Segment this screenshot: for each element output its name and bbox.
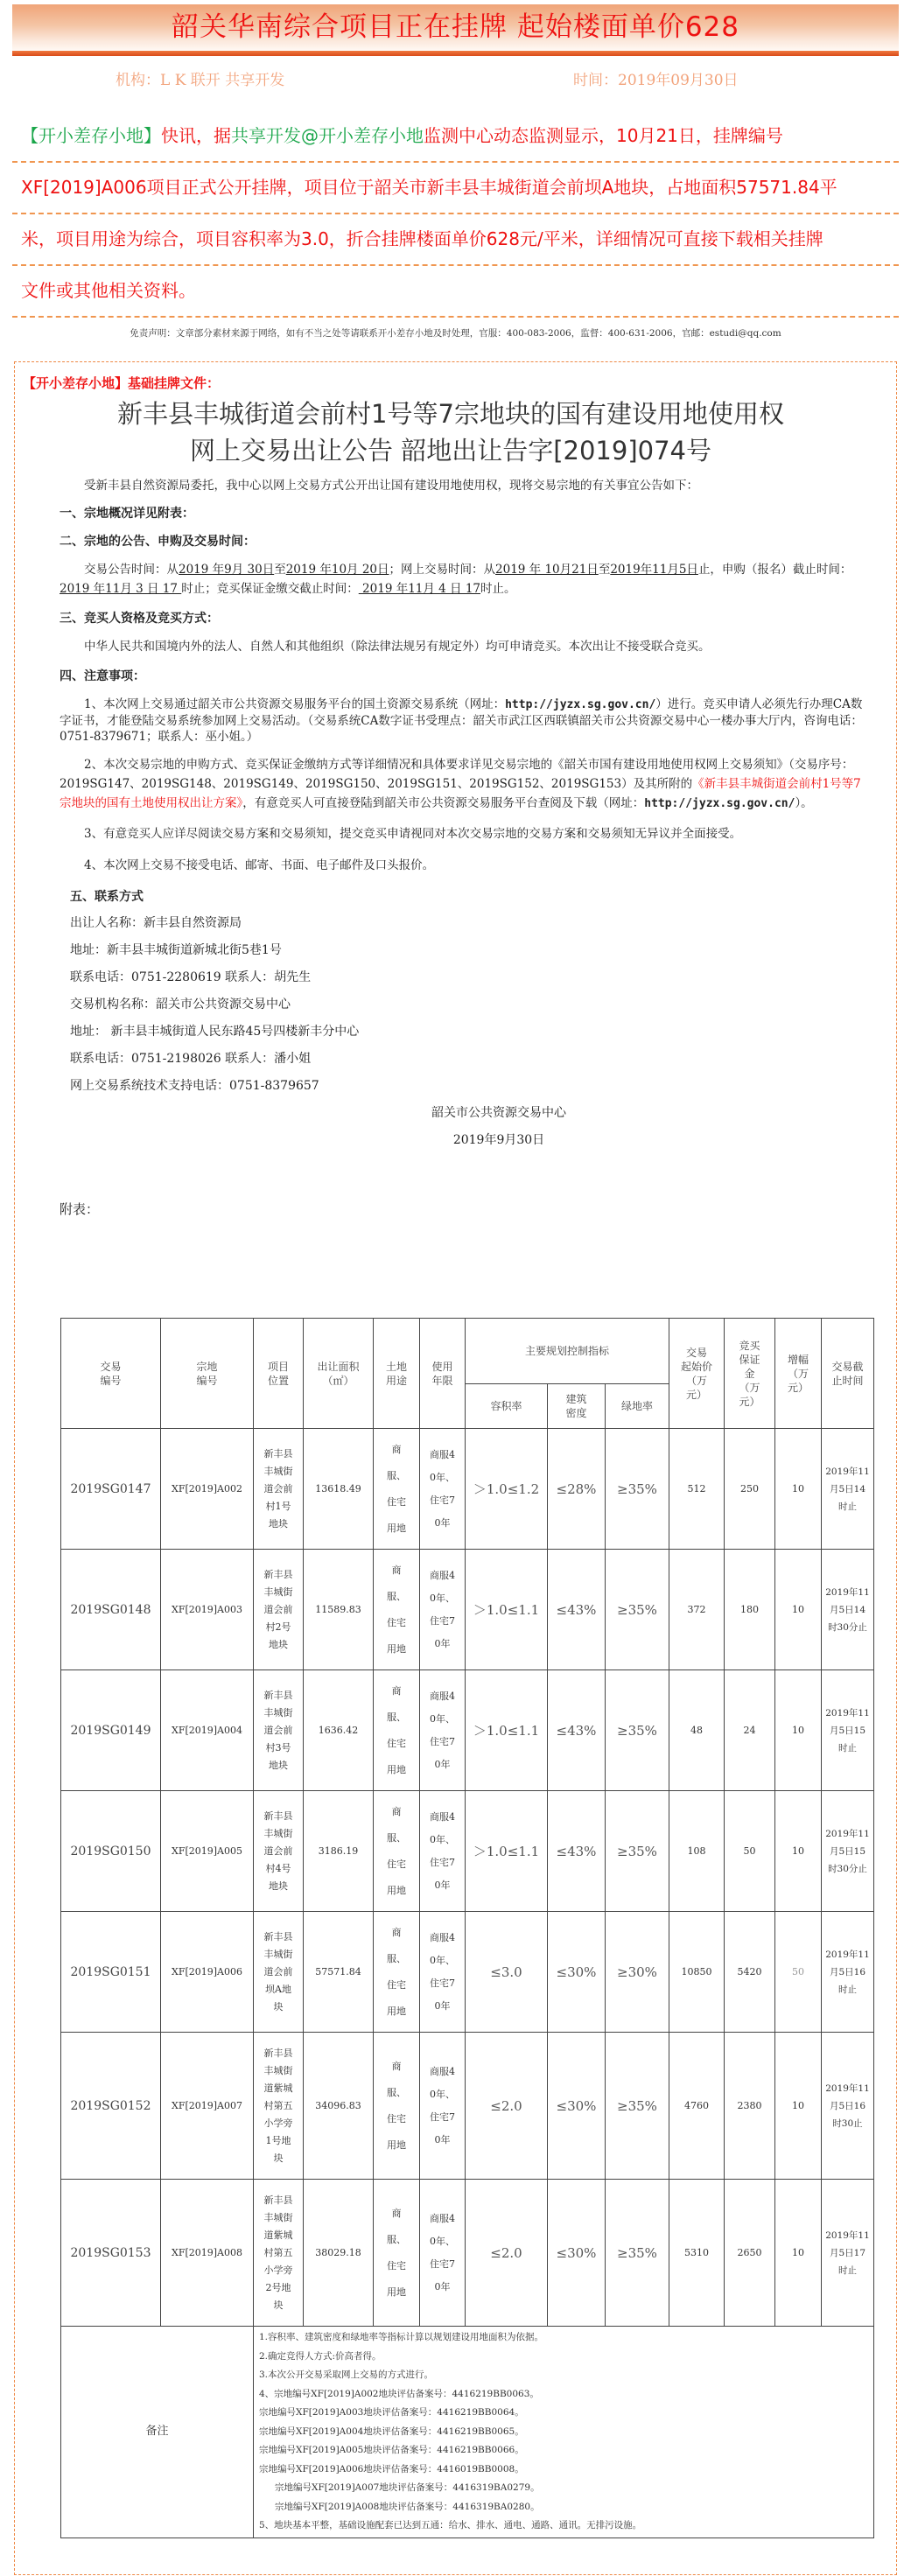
cell-green: ≥35% [606,1550,669,1670]
cell-trade-no: 2019SG0148 [61,1550,161,1670]
flash-line: XF[2019]A006项目正式公开挂牌，项目位于韶关市新丰县丰城街道会前坝A地块，占地面积57571.84平 [12,163,899,214]
date: 2019 年 10月21日 [495,563,599,577]
header-label: 交易 编号 [100,1360,122,1387]
intro-paragraph: 受新丰县自然资源局委托，我中心以网上交易方式公开出让国有建设用地使用权，现将交易宗地的有关事宜公告如下： [84,479,698,493]
cell-increment: 10 [775,1791,822,1912]
header-label: 增幅 （万 元） [787,1353,809,1394]
cell-location: 新丰县丰城街道会前村3号地块 [254,1670,304,1791]
publish-time: 时间：2019年09月30日 [573,72,739,89]
cell-density: ≤28% [548,1429,606,1550]
header-label: 容积率 [490,1400,522,1412]
table-row [61,2180,874,2327]
header-increment [775,1319,822,1429]
cell-increment: 10 [775,2033,822,2180]
header-label: 使用 年限 [431,1360,453,1387]
cell-use: 商服、住宅用地 [374,1550,420,1670]
note-paragraph [35,696,866,745]
header-density [548,1384,606,1429]
plan-document-link[interactable]: 《新丰县丰城街道会前村1号等7宗地块的国有土地使用权出让方案》 [60,777,861,810]
text: 至 [598,563,611,577]
cell-increment: 10 [775,1550,822,1670]
cell-use: 商服、住宅用地 [374,1791,420,1912]
header-label: 出让面积 （㎡） [317,1360,360,1387]
note-line: 宗地编号XF[2019]A004地块评估备案号：4416219BB0065。 [259,2426,524,2437]
section-heading: 四、注意事项： [60,669,145,683]
notes-label: 备注 [61,2327,254,2538]
cell-term: 商服40年、住宅70年 [420,1791,466,1912]
cell-deposit: 250 [725,1429,775,1550]
flash-source-link[interactable]: 共享开发@开小差存小地 [231,125,424,146]
cell-far: ＞1.0≤1.2 [466,1429,548,1550]
text: 交易公告时间：从 [84,563,179,577]
announcement-document [35,394,866,1219]
note-line: 宗地编号XF[2019]A005地块评估备案号：4416219BB0066。 [259,2445,524,2455]
cell-term: 商服40年、住宅70年 [420,2033,466,2180]
cell-deposit: 2650 [725,2180,775,2327]
cell-start-price: 512 [669,1429,725,1550]
cell-parcel-no: XF[2019]A002 [161,1429,254,1550]
note-paragraph: 4、本次网上交易不接受电话、邮寄、书面、电子邮件及口头报价。 [84,858,435,872]
cell-start-price: 372 [669,1550,725,1670]
header-green [606,1384,669,1429]
table-row [61,1912,874,2033]
cell-deposit: 180 [725,1550,775,1670]
cell-green: ≥35% [606,2033,669,2180]
text: 时止。 [480,582,516,596]
cell-deadline: 2019年11月5日15时30分止 [822,1791,874,1912]
table-row [61,1429,874,1550]
cell-parcel-no: XF[2019]A006 [161,1912,254,2033]
cell-deadline: 2019年11月5日14时止 [822,1429,874,1550]
note-paragraph [35,755,866,814]
cell-location: 新丰县丰城街道紫城村第五小学旁1号地块 [254,2033,304,2180]
table-row [61,2033,874,2180]
cell-parcel-no: XF[2019]A007 [161,2033,254,2180]
cell-use: 商服、住宅用地 [374,2033,420,2180]
cell-area: 34096.83 [304,2033,374,2180]
header-far [466,1384,548,1429]
table-row [61,1550,874,1670]
contact-line: 交易机构名称：韶关市公共资源交易中心 [70,998,291,1012]
note-line: 宗地编号XF[2019]A008地块评估备案号：4416319BA0280。 [275,2501,540,2512]
header-label: 交易截 止时间 [831,1360,864,1387]
header-banner [12,4,899,50]
header-deposit [725,1319,775,1429]
header-trade-no [61,1319,161,1429]
cell-use: 商服、住宅用地 [374,2180,420,2327]
header-parcel-no [161,1319,254,1429]
notes-row [61,2327,874,2538]
contact-line: 联系电话：0751-2280619 联系人：胡先生 [70,970,312,984]
header-start-price [669,1319,725,1429]
header-divider [12,51,899,56]
contact-line: 网上交易系统技术支持电话：0751-8379657 [70,1079,319,1093]
cell-start-price: 4760 [669,2033,725,2180]
header-deadline [822,1319,874,1429]
date: 2019 年10月 20日 [285,563,389,577]
cell-term: 商服40年、住宅70年 [420,1429,466,1550]
cell-density: ≤43% [548,1791,606,1912]
parcel-table [60,1318,874,2538]
cell-area: 13618.49 [304,1429,374,1550]
date: 2019 年11月 4 日 17 [358,582,481,596]
cell-deposit: 2380 [725,2033,775,2180]
text: 止，申购（报名）截止时间： [697,563,852,577]
text: 时止；竞买保证金缴交截止时间： [181,582,359,596]
notes-content [254,2327,874,2538]
cell-density: ≤30% [548,1912,606,2033]
cell-far: ≤2.0 [466,2180,548,2327]
cell-trade-no: 2019SG0149 [61,1670,161,1791]
document-title [35,396,866,469]
flash-text: 监测中心动态监测显示，10月21日，挂牌编号 [424,125,783,146]
note-line: 宗地编号XF[2019]A003地块评估备案号：4416219BB0064。 [259,2407,524,2418]
cell-location: 新丰县丰城街道会前村2号地块 [254,1550,304,1670]
cell-green: ≥35% [606,1791,669,1912]
cell-density: ≤43% [548,1670,606,1791]
cell-far: ≤3.0 [466,1912,548,2033]
cell-increment: 50 [775,1912,822,2033]
cell-increment: 10 [775,2180,822,2327]
meta-row [0,67,911,88]
text: 2、本次交易宗地的申购方式、竞买保证金缴纳方式等详细情况和具体要求详见交易宗地的《韶关市国有建设用地使用权网上交易须知》（交易序号：2019SG147、2019SG148、2019SG149、2019SG150、2019SG151、2019SG152、2019SG153）及其所附的 [60,758,854,791]
header-label: 宗地 编号 [196,1360,218,1387]
document-title-line: 新丰县丰城街道会前村1号等7宗地块的国有建设用地使用权 [117,399,784,429]
contact-line: 出让人名称：新丰县自然资源局 [70,916,242,930]
cell-area: 38029.18 [304,2180,374,2327]
text: 1、本次网上交易通过韶关市公共资源交易服务平台的国土资源交易系统（网址： [84,697,506,711]
date: 2019 年11月 3 日 17 [60,582,182,596]
cell-deadline: 2019年11月5日16时止 [822,1912,874,2033]
date: 2019年11月5日 [610,563,698,577]
header-label: 竞买 保证 金 （万 元） [739,1339,760,1408]
header-label: 项目 位置 [267,1360,289,1387]
cell-parcel-no: XF[2019]A008 [161,2180,254,2327]
header-label: 土地 用途 [385,1360,407,1387]
contact-line: 地址： 新丰县丰城街道人民东路45号四楼新丰分中心 [70,1025,360,1039]
section-heading: 二、宗地的公告、申购及交易时间： [60,535,256,549]
cell-parcel-no: XF[2019]A003 [161,1550,254,1670]
cell-increment: 10 [775,1429,822,1550]
cell-green: ≥35% [606,2180,669,2327]
cell-deposit: 50 [725,1791,775,1912]
text: ）进行。竞买申请人必须先行办理CA数字证书，才能登陆交易系统参加网上交易活动。（交易系统CA数字证书受理点：韶关市武江区西联镇韶关市公共资源交易中心一楼办事大厅内，咨询电话：0751-8379671；联系人：巫小姐。） [60,697,863,744]
cell-deadline: 2019年11月5日14时30分止 [822,1550,874,1670]
cell-location: 新丰县丰城街道会前坝A地块 [254,1912,304,2033]
text: ；网上交易时间：从 [389,563,496,577]
cell-use: 商服、住宅用地 [374,1912,420,2033]
cell-term: 商服40年、住宅70年 [420,2180,466,2327]
page-title: 韶关华南综合项目正在挂牌 起始楼面单价628 [171,11,740,43]
flash-text: 快讯，据 [161,125,231,146]
header-label: 主要规划控制指标 [524,1345,609,1357]
cell-density: ≤30% [548,2033,606,2180]
cell-deadline: 2019年11月5日16时30止 [822,2033,874,2180]
cell-start-price: 5310 [669,2180,725,2327]
note-line: 宗地编号XF[2019]A006地块评估备案号：4416019BB0008。 [259,2463,524,2474]
flash-line [12,111,899,163]
cell-use: 商服、住宅用地 [374,1429,420,1550]
cell-far: ＞1.0≤1.1 [466,1550,548,1670]
text: ，有意竞买人可直接登陆到韶关市公共资源交易服务平台查阅及下载（网址： [242,796,645,810]
cell-deadline: 2019年11月5日15时止 [822,1670,874,1791]
signature-org: 韶关市公共资源交易中心 [431,1106,566,1120]
note-line: 5、地块基本平整，基础设施配套已达到五通：给水、排水、通电、通路、通讯。无排污设施。 [259,2520,642,2530]
appendix-label: 附表： [60,1201,100,1217]
table-row [61,1791,874,1912]
cell-trade-no: 2019SG0151 [61,1912,161,2033]
cell-area: 1636.42 [304,1670,374,1791]
page-edge [898,1308,911,2551]
table-row [61,1670,874,1791]
cell-density: ≤30% [548,2180,606,2327]
cell-trade-no: 2019SG0152 [61,2033,161,2180]
header-indicators [466,1319,669,1384]
section-heading: 一、宗地概况详见附表： [60,507,194,521]
contact-line: 地址：新丰县丰城街道新城北街5巷1号 [70,943,282,957]
flash-tag: 【开小差存小地】 [21,125,161,146]
qualification-paragraph: 中华人民共和国境内外的法人、自然人和其他组织（除法律法规另有规定外）均可申请竞买。本次出让不接受联合竞买。 [84,640,711,654]
section-heading: 三、竞买人资格及竞买方式： [60,612,219,626]
cell-location: 新丰县丰城街道紫城村第五小学旁2号地块 [254,2180,304,2327]
cell-term: 商服40年、住宅70年 [420,1670,466,1791]
cell-use: 商服、住宅用地 [374,1670,420,1791]
table-header-row [61,1319,874,1384]
cell-area: 57571.84 [304,1912,374,2033]
cell-deposit: 24 [725,1670,775,1791]
cell-density: ≤43% [548,1550,606,1670]
cell-start-price: 10850 [669,1912,725,2033]
date: 2019 年9月 30日 [179,563,275,577]
cell-start-price: 108 [669,1791,725,1912]
cell-trade-no: 2019SG0150 [61,1791,161,1912]
contact-line: 联系电话：0751-2198026 联系人：潘小姐 [70,1052,312,1066]
header-location [254,1319,304,1429]
cell-parcel-no: XF[2019]A005 [161,1791,254,1912]
cell-increment: 10 [775,1670,822,1791]
cell-location: 新丰县丰城街道会前村1号地块 [254,1429,304,1550]
header-area [304,1319,374,1429]
cell-location: 新丰县丰城街道会前村4号地块 [254,1791,304,1912]
cell-deadline: 2019年11月5日17时止 [822,2180,874,2327]
disclaimer: 免责声明：文章部分素材来源于网络，如有不当之处等请联系开小差存小地及时处理，官服：400-083-2006，监督：400-631-2006，官邮：estudi@qq.com [130,328,781,339]
text: ）。 [795,796,813,810]
cell-parcel-no: XF[2019]A004 [161,1670,254,1791]
org-label: 机构：L K 联开 共享开发 [116,72,285,89]
flash-line: 米，项目用途为综合，项目容积率为3.0，折合挂牌楼面单价628元/平米，详细情况可直接下载相关挂牌 [12,214,899,266]
flash-line: 文件或其他相关资料。 [12,266,899,318]
note-line: 1.容积率、建筑密度和绿地率等指标计算以规划建设用地面积为依据。 [259,2332,544,2342]
signature-date: 2019年9月30日 [452,1133,545,1147]
header-use [374,1319,420,1429]
cell-far: ＞1.0≤1.1 [466,1670,548,1791]
cell-area: 3186.19 [304,1791,374,1912]
section-heading: 五、联系方式 [70,890,144,904]
cell-green: ≥30% [606,1912,669,2033]
note-line: 宗地编号XF[2019]A007地块评估备案号：4416319BA0279。 [275,2482,540,2493]
website-link[interactable]: http://jyzx.sg.gov.cn/ [644,797,795,810]
cell-deposit: 5420 [725,1912,775,2033]
note-line: 4、宗地编号XF[2019]A002地块评估备案号：4416219BB0063。 [259,2388,539,2399]
cell-trade-no: 2019SG0153 [61,2180,161,2327]
cell-term: 商服40年、住宅70年 [420,1550,466,1670]
header-label: 交易 起始价 （万 元） [680,1346,712,1401]
note-paragraph: 3、有意竞买人应详尽阅读交易方案和交易须知，提交竞买申请视同对本次交易宗地的交易方案和交易须知无异议并全面接受。 [84,827,742,841]
header-label: 绿地率 [620,1400,653,1412]
cell-far: ＞1.0≤1.1 [466,1791,548,1912]
cell-far: ≤2.0 [466,2033,548,2180]
cell-green: ≥35% [606,1429,669,1550]
note-line: 2.确定竞得人方式:价高者得。 [259,2350,382,2362]
header-label: 建筑 密度 [565,1393,587,1419]
cell-area: 11589.83 [304,1550,374,1670]
website-link[interactable]: http://jyzx.sg.gov.cn/ [505,698,656,711]
base-document-label: 【开小差存小地】基础挂牌文件： [23,375,221,391]
cell-green: ≥35% [606,1670,669,1791]
note-line: 3.本次公开交易采取网上交易的方式进行。 [259,2370,434,2380]
cell-term: 商服40年、住宅70年 [420,1912,466,2033]
contact-list [35,910,866,1100]
text: 至 [274,563,286,577]
cell-trade-no: 2019SG0147 [61,1429,161,1550]
document-title-line: 网上交易出让公告 韶地出让告字[2019]074号 [189,436,711,466]
timeline-paragraph [35,560,866,598]
cell-start-price: 48 [669,1670,725,1791]
header-term [420,1319,466,1429]
news-flash [12,111,899,318]
